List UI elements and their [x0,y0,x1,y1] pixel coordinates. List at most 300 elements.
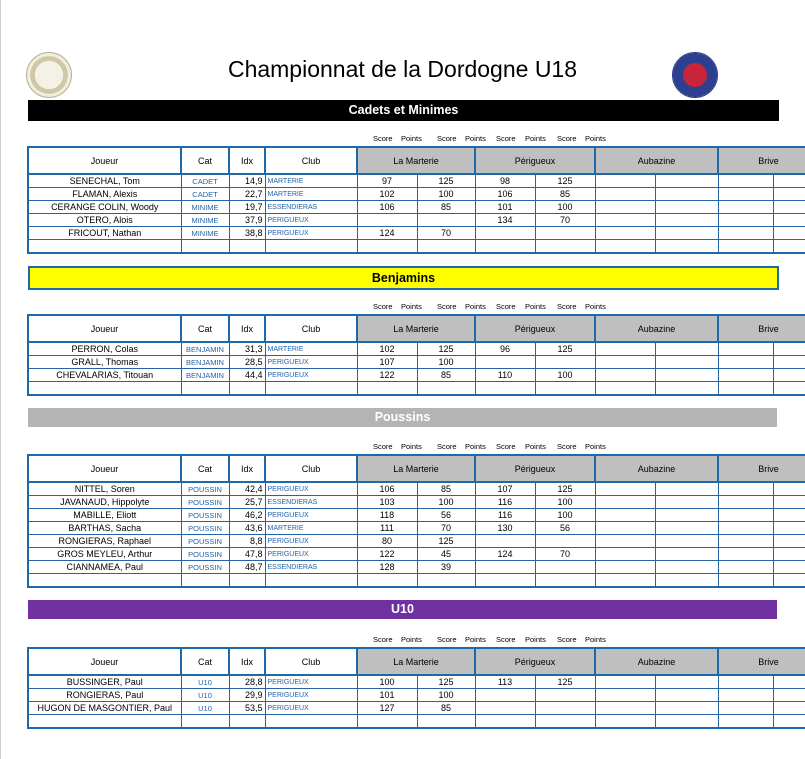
points-label: Points [585,635,606,644]
points-brive [773,522,805,535]
header-venue: La Marterie [357,648,475,675]
points-label: Points [585,442,606,451]
player-index: 47,8 [229,548,265,561]
score-perigueux: 96 [475,342,535,356]
empty-cell [475,382,535,396]
player-category: U10 [181,702,229,715]
empty-cell [265,574,357,588]
score-perigueux: 116 [475,496,535,509]
empty-cell [357,240,417,254]
player-name: BARTHAS, Sacha [28,522,181,535]
points-brive [773,675,805,689]
table-row [28,509,805,522]
empty-cell [595,574,655,588]
points-perigueux: 100 [535,369,595,382]
points-la-marterie: 85 [417,201,475,214]
points-aubazine [655,496,718,509]
points-brive [773,227,805,240]
table-row [28,482,805,496]
score-brive [718,702,773,715]
points-brive [773,214,805,227]
empty-cell [595,382,655,396]
table-row [28,188,805,201]
empty-cell [718,715,773,729]
score-brive [718,548,773,561]
score-perigueux: 113 [475,675,535,689]
points-perigueux [535,702,595,715]
header-joueur: Joueur [28,147,181,174]
score-perigueux: 116 [475,509,535,522]
points-perigueux [535,356,595,369]
empty-cell [417,574,475,588]
points-la-marterie: 85 [417,369,475,382]
player-index: 29,9 [229,689,265,702]
player-club: MARTERIE [265,174,357,188]
header-joueur: Joueur [28,648,181,675]
player-name: OTERO, Alois [28,214,181,227]
table-row [28,369,805,382]
score-aubazine [595,369,655,382]
points-aubazine [655,548,718,561]
header-club: Club [265,648,357,675]
header-venue: La Marterie [357,315,475,342]
header-club: Club [265,315,357,342]
points-label: Points [525,302,546,311]
score-perigueux: 110 [475,369,535,382]
player-club: PERIGUEUX [265,702,357,715]
score-la-marterie: 102 [357,342,417,356]
score-perigueux [475,535,535,548]
empty-cell [773,240,805,254]
score-brive [718,509,773,522]
score-la-marterie: 101 [357,689,417,702]
score-perigueux: 124 [475,548,535,561]
score-la-marterie: 127 [357,702,417,715]
header-venue: Aubazine [595,147,718,174]
player-index: 42,4 [229,482,265,496]
player-name: MABILLE, Eliott [28,509,181,522]
player-category: POUSSIN [181,522,229,535]
player-club: PERIGUEUX [265,356,357,369]
header-idx: Idx [229,315,265,342]
points-la-marterie: 39 [417,561,475,574]
points-perigueux: 100 [535,509,595,522]
points-perigueux: 70 [535,548,595,561]
points-la-marterie: 100 [417,689,475,702]
points-label: Points [525,442,546,451]
points-label: Points [401,635,422,644]
points-la-marterie: 56 [417,509,475,522]
points-aubazine [655,561,718,574]
header-venue: Brive [718,315,805,342]
score-label: Score [557,635,577,644]
player-club: PERIGUEUX [265,548,357,561]
points-perigueux [535,689,595,702]
player-index: 25,7 [229,496,265,509]
score-la-marterie: 128 [357,561,417,574]
points-aubazine [655,689,718,702]
player-category: U10 [181,675,229,689]
points-perigueux: 125 [535,675,595,689]
header-venue: Périgueux [475,455,595,482]
points-aubazine [655,522,718,535]
score-brive [718,214,773,227]
points-la-marterie: 85 [417,702,475,715]
score-aubazine [595,689,655,702]
points-brive [773,509,805,522]
table-row [28,174,805,188]
empty-cell [773,574,805,588]
header-venue: Brive [718,455,805,482]
table-row [28,356,805,369]
empty-cell [417,382,475,396]
table-header-row [28,315,805,342]
player-club: MARTERIE [265,522,357,535]
score-aubazine [595,342,655,356]
player-club: PERIGUEUX [265,227,357,240]
score-label: Score [557,302,577,311]
header-club: Club [265,455,357,482]
points-label: Points [465,302,486,311]
score-perigueux [475,227,535,240]
header-idx: Idx [229,648,265,675]
player-category: BENJAMIN [181,369,229,382]
score-brive [718,496,773,509]
empty-cell [535,715,595,729]
score-aubazine [595,174,655,188]
player-index: 19,7 [229,201,265,214]
score-brive [718,227,773,240]
points-aubazine [655,188,718,201]
points-perigueux [535,227,595,240]
player-category: U10 [181,689,229,702]
points-brive [773,201,805,214]
score-aubazine [595,496,655,509]
score-perigueux: 130 [475,522,535,535]
score-label: Score [373,442,393,451]
score-perigueux [475,561,535,574]
player-category: CADET [181,174,229,188]
player-club: PERIGUEUX [265,369,357,382]
header-cat: Cat [181,315,229,342]
player-name: SENECHAL, Tom [28,174,181,188]
points-label: Points [585,134,606,143]
table-row-empty [28,240,805,254]
score-la-marterie: 80 [357,535,417,548]
player-index: 28,5 [229,356,265,369]
player-name: CIANNAMEA, Paul [28,561,181,574]
points-la-marterie: 70 [417,522,475,535]
points-la-marterie: 100 [417,496,475,509]
player-name: HUGON DE MASGONTIER, Paul [28,702,181,715]
score-brive [718,522,773,535]
points-perigueux: 125 [535,174,595,188]
player-club: PERIGUEUX [265,535,357,548]
score-aubazine [595,227,655,240]
player-name: GRALL, Thomas [28,356,181,369]
score-perigueux: 107 [475,482,535,496]
points-aubazine [655,356,718,369]
points-brive [773,561,805,574]
empty-cell [181,240,229,254]
empty-cell [229,382,265,396]
score-aubazine [595,482,655,496]
points-la-marterie: 45 [417,548,475,561]
empty-cell [181,574,229,588]
empty-cell [718,574,773,588]
player-club: PERIGUEUX [265,509,357,522]
points-aubazine [655,482,718,496]
empty-cell [655,382,718,396]
player-category: POUSSIN [181,482,229,496]
score-la-marterie: 103 [357,496,417,509]
table-row [28,535,805,548]
points-brive [773,174,805,188]
empty-cell [229,240,265,254]
points-perigueux: 56 [535,522,595,535]
player-category: POUSSIN [181,535,229,548]
section-banner-u10: U10 [28,600,777,619]
empty-cell [773,382,805,396]
score-brive [718,188,773,201]
points-brive [773,482,805,496]
score-label: Score [373,302,393,311]
player-category: BENJAMIN [181,342,229,356]
empty-cell [773,715,805,729]
score-perigueux [475,702,535,715]
points-label: Points [401,134,422,143]
score-aubazine [595,188,655,201]
empty-cell [475,574,535,588]
empty-cell [28,715,181,729]
score-aubazine [595,548,655,561]
score-brive [718,174,773,188]
header-club: Club [265,147,357,174]
points-la-marterie: 125 [417,342,475,356]
points-label: Points [525,134,546,143]
header-cat: Cat [181,455,229,482]
score-label: Score [557,134,577,143]
points-brive [773,702,805,715]
points-aubazine [655,702,718,715]
player-club: MARTERIE [265,188,357,201]
player-name: GROS MEYLEU, Arthur [28,548,181,561]
empty-cell [28,382,181,396]
score-brive [718,356,773,369]
score-label: Score [437,302,457,311]
player-name: FLAMAN, Alexis [28,188,181,201]
empty-cell [357,574,417,588]
table-row-empty [28,574,805,588]
score-la-marterie: 102 [357,188,417,201]
score-brive [718,689,773,702]
page-title: Championnat de la Dordogne U18 [227,56,578,82]
points-label: Points [585,302,606,311]
score-la-marterie: 122 [357,369,417,382]
points-aubazine [655,227,718,240]
empty-cell [655,240,718,254]
points-label: Points [465,635,486,644]
player-club: PERIGUEUX [265,689,357,702]
page-edge [0,0,1,759]
points-brive [773,496,805,509]
empty-cell [655,574,718,588]
header-venue: Périgueux [475,147,595,174]
score-la-marterie: 100 [357,675,417,689]
player-name: JAVANAUD, Hippolyte [28,496,181,509]
score-brive [718,201,773,214]
score-label: Score [437,442,457,451]
score-la-marterie: 118 [357,509,417,522]
header-cat: Cat [181,147,229,174]
points-aubazine [655,369,718,382]
score-label: Score [373,134,393,143]
table-row [28,201,805,214]
empty-cell [265,240,357,254]
score-perigueux: 106 [475,188,535,201]
table-row [28,689,805,702]
points-la-marterie: 100 [417,356,475,369]
points-perigueux: 100 [535,496,595,509]
player-category: POUSSIN [181,496,229,509]
player-index: 31,3 [229,342,265,356]
header-venue: Aubazine [595,455,718,482]
header-venue: Brive [718,648,805,675]
score-label: Score [496,134,516,143]
table-row [28,702,805,715]
points-brive [773,548,805,561]
results-table [27,647,805,729]
player-category: CADET [181,188,229,201]
player-index: 28,8 [229,675,265,689]
points-aubazine [655,342,718,356]
score-brive [718,482,773,496]
results-table [27,314,805,396]
player-category: MINIME [181,227,229,240]
table-header-row [28,648,805,675]
score-la-marterie: 107 [357,356,417,369]
player-name: RONGIERAS, Paul [28,689,181,702]
points-brive [773,369,805,382]
header-venue: Périgueux [475,648,595,675]
points-perigueux [535,535,595,548]
score-la-marterie: 106 [357,201,417,214]
player-index: 53,5 [229,702,265,715]
score-label: Score [437,134,457,143]
score-la-marterie: 122 [357,548,417,561]
header-idx: Idx [229,147,265,174]
section-banner-benjamins: Benjamins [28,266,779,290]
score-perigueux [475,356,535,369]
points-la-marterie: 70 [417,227,475,240]
player-category: BENJAMIN [181,356,229,369]
score-aubazine [595,561,655,574]
empty-cell [655,715,718,729]
score-brive [718,535,773,548]
header-venue: Aubazine [595,648,718,675]
empty-cell [417,240,475,254]
empty-cell [417,715,475,729]
points-brive [773,342,805,356]
results-table [27,454,805,588]
player-category: POUSSIN [181,561,229,574]
empty-cell [265,382,357,396]
score-label: Score [437,635,457,644]
points-brive [773,188,805,201]
score-aubazine [595,356,655,369]
player-name: PERRON, Colas [28,342,181,356]
player-index: 37,9 [229,214,265,227]
player-club: PERIGUEUX [265,214,357,227]
header-venue: La Marterie [357,147,475,174]
empty-cell [181,382,229,396]
empty-cell [357,382,417,396]
player-club: ESSENDIERAS [265,561,357,574]
table-row [28,522,805,535]
score-label: Score [496,302,516,311]
empty-cell [535,574,595,588]
header-venue: Périgueux [475,315,595,342]
empty-cell [475,240,535,254]
empty-cell [181,715,229,729]
player-name: FRICOUT, Nathan [28,227,181,240]
player-club: ESSENDIERAS [265,496,357,509]
points-perigueux: 125 [535,482,595,496]
points-aubazine [655,214,718,227]
points-la-marterie: 85 [417,482,475,496]
results-table [27,146,805,254]
empty-cell [229,574,265,588]
points-perigueux: 85 [535,188,595,201]
score-aubazine [595,522,655,535]
points-label: Points [401,442,422,451]
points-aubazine [655,535,718,548]
player-name: RONGIERAS, Raphael [28,535,181,548]
score-label: Score [496,635,516,644]
player-name: BUSSINGER, Paul [28,675,181,689]
points-aubazine [655,675,718,689]
score-aubazine [595,201,655,214]
score-brive [718,561,773,574]
score-la-marterie: 111 [357,522,417,535]
score-perigueux: 101 [475,201,535,214]
points-la-marterie: 100 [417,188,475,201]
table-row [28,214,805,227]
points-brive [773,535,805,548]
points-perigueux: 100 [535,201,595,214]
points-la-marterie: 125 [417,174,475,188]
points-aubazine [655,509,718,522]
table-row [28,675,805,689]
empty-cell [357,715,417,729]
table-row [28,561,805,574]
points-aubazine [655,201,718,214]
table-row [28,342,805,356]
empty-cell [229,715,265,729]
table-row-empty [28,715,805,729]
points-label: Points [465,442,486,451]
empty-cell [595,240,655,254]
score-label: Score [557,442,577,451]
empty-cell [718,382,773,396]
player-name: NITTEL, Soren [28,482,181,496]
points-label: Points [525,635,546,644]
empty-cell [28,574,181,588]
player-category: POUSSIN [181,509,229,522]
section-banner-poussins: Poussins [28,408,777,427]
player-index: 48,7 [229,561,265,574]
player-name: CERANGE COLIN, Woody [28,201,181,214]
